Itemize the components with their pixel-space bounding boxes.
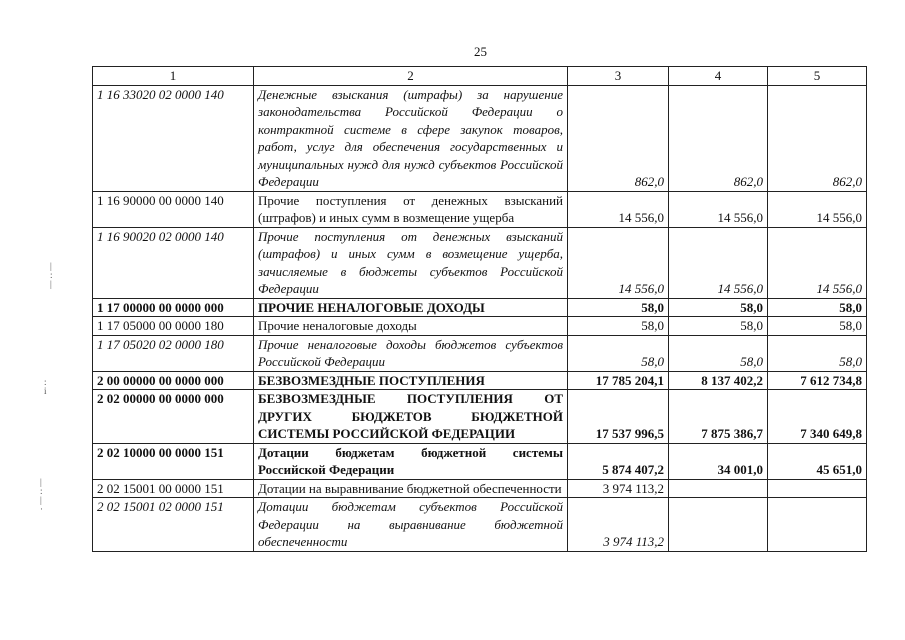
table-row <box>93 498 867 552</box>
budget-table <box>92 66 867 552</box>
value-col3-cell: 17 537 996,5 <box>568 390 669 444</box>
value-col3-cell: 58,0 <box>568 317 669 336</box>
budget-code-cell: 2 02 15001 00 0000 151 <box>93 479 254 498</box>
item-name-cell: Дотации на выравнивание бюджетной обеспеченности <box>254 479 568 498</box>
value-col4-cell <box>669 498 768 552</box>
value-col5-cell: 58,0 <box>768 298 867 317</box>
value-col5-cell <box>768 479 867 498</box>
scan-edge-marks: | : | · <box>40 477 43 514</box>
header-col-1: 1 <box>93 67 254 86</box>
table-row <box>93 191 867 227</box>
item-name-cell: Дотации бюджетам бюджетной системы Российской Федерации <box>254 443 568 479</box>
item-name-cell: Прочие неналоговые доходы бюджетов субъектов Российской Федерации <box>254 335 568 371</box>
value-col4-cell: 58,0 <box>669 335 768 371</box>
value-col5-cell: 45 651,0 <box>768 443 867 479</box>
value-col5-cell: 58,0 <box>768 317 867 336</box>
header-col-4: 4 <box>669 67 768 86</box>
value-col5-cell: 14 556,0 <box>768 191 867 227</box>
table-row <box>93 479 867 498</box>
header-col-5: 5 <box>768 67 867 86</box>
value-col4-cell: 7 875 386,7 <box>669 390 768 444</box>
value-col3-cell: 3 974 113,2 <box>568 498 669 552</box>
table-row <box>93 443 867 479</box>
item-name-cell: БЕЗВОЗМЕЗДНЫЕ ПОСТУПЛЕНИЯ ОТ ДРУГИХ БЮДЖЕТОВ БЮДЖЕТНОЙ СИСТЕМЫ РОССИЙСКОЙ ФЕДЕРАЦИИ <box>254 390 568 444</box>
scan-edge-marks: | : | <box>50 261 53 289</box>
header-col-3: 3 <box>568 67 669 86</box>
value-col5-cell: 7 612 734,8 <box>768 371 867 390</box>
table-row <box>93 227 867 298</box>
table-row <box>93 85 867 191</box>
budget-code-cell: 1 16 90000 00 0000 140 <box>93 191 254 227</box>
table-row <box>93 390 867 444</box>
value-col5-cell: 862,0 <box>768 85 867 191</box>
table-row <box>93 298 867 317</box>
value-col4-cell <box>669 479 768 498</box>
table-row <box>93 317 867 336</box>
item-name-cell: Прочие поступления от денежных взысканий (штрафов) и иных сумм в возмещение ущерба, зачисляемые в бюджеты субъектов Российской Федерации <box>254 227 568 298</box>
item-name-cell: Дотации бюджетам субъектов Российской Федерации на выравнивание бюджетной обеспеченности <box>254 498 568 552</box>
item-name-cell: Денежные взыскания (штрафы) за нарушение законодательства Российской Федерации о контрактной системе в сфере закупок товаров, работ, услуг для обеспечения государственных и муниципальных нужд для нужд субъектов Российской Федерации <box>254 85 568 191</box>
scan-edge-marks: : i <box>44 377 47 396</box>
value-col3-cell: 14 556,0 <box>568 227 669 298</box>
value-col3-cell: 5 874 407,2 <box>568 443 669 479</box>
value-col3-cell: 58,0 <box>568 298 669 317</box>
budget-code-cell: 1 17 05020 02 0000 180 <box>93 335 254 371</box>
item-name-cell: ПРОЧИЕ НЕНАЛОГОВЫЕ ДОХОДЫ <box>254 298 568 317</box>
value-col4-cell: 58,0 <box>669 317 768 336</box>
budget-code-cell: 1 16 90020 02 0000 140 <box>93 227 254 298</box>
value-col4-cell: 862,0 <box>669 85 768 191</box>
table-row <box>93 335 867 371</box>
page-number: 25 <box>474 44 487 59</box>
table-row <box>93 371 867 390</box>
value-col5-cell <box>768 498 867 552</box>
budget-code-cell: 1 16 33020 02 0000 140 <box>93 85 254 191</box>
value-col4-cell: 14 556,0 <box>669 191 768 227</box>
budget-code-cell: 1 17 05000 00 0000 180 <box>93 317 254 336</box>
table-header-row <box>93 67 867 86</box>
header-col-2: 2 <box>254 67 568 86</box>
value-col3-cell: 14 556,0 <box>568 191 669 227</box>
item-name-cell: Прочие поступления от денежных взысканий (штрафов) и иных сумм в возмещение ущерба <box>254 191 568 227</box>
value-col4-cell: 34 001,0 <box>669 443 768 479</box>
value-col4-cell: 58,0 <box>669 298 768 317</box>
item-name-cell: Прочие неналоговые доходы <box>254 317 568 336</box>
value-col3-cell: 58,0 <box>568 335 669 371</box>
item-name-cell: БЕЗВОЗМЕЗДНЫЕ ПОСТУПЛЕНИЯ <box>254 371 568 390</box>
budget-code-cell: 2 02 15001 02 0000 151 <box>93 498 254 552</box>
value-col3-cell: 862,0 <box>568 85 669 191</box>
budget-code-cell: 1 17 00000 00 0000 000 <box>93 298 254 317</box>
value-col4-cell: 14 556,0 <box>669 227 768 298</box>
budget-code-cell: 2 02 10000 00 0000 151 <box>93 443 254 479</box>
value-col4-cell: 8 137 402,2 <box>669 371 768 390</box>
budget-code-cell: 2 02 00000 00 0000 000 <box>93 390 254 444</box>
value-col5-cell: 7 340 649,8 <box>768 390 867 444</box>
value-col5-cell: 58,0 <box>768 335 867 371</box>
value-col5-cell: 14 556,0 <box>768 227 867 298</box>
value-col3-cell: 3 974 113,2 <box>568 479 669 498</box>
value-col3-cell: 17 785 204,1 <box>568 371 669 390</box>
budget-code-cell: 2 00 00000 00 0000 000 <box>93 371 254 390</box>
